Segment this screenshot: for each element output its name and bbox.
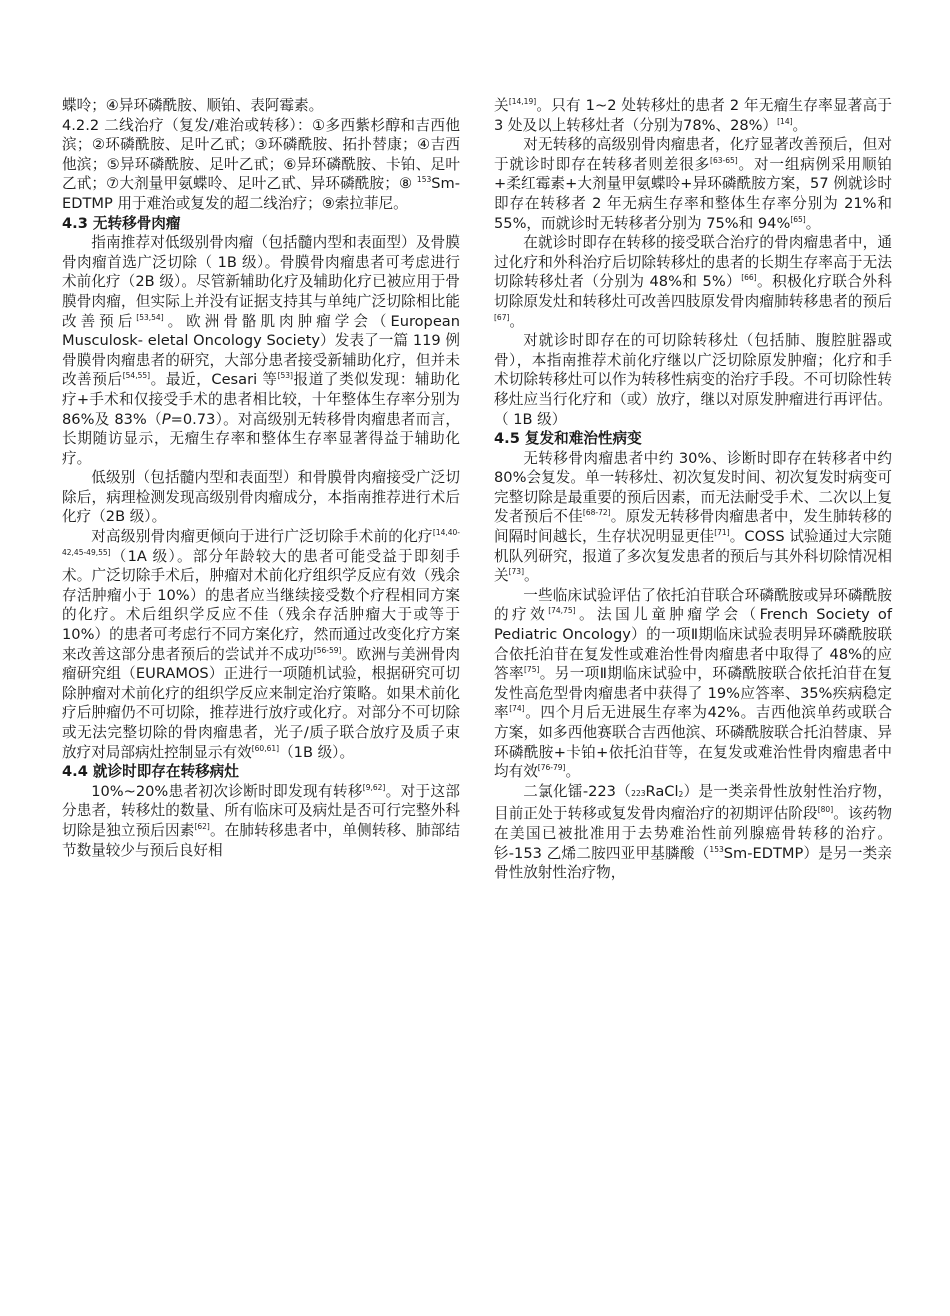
- citation: [76-79]: [537, 763, 566, 773]
- text: 在就诊时即存在转移的接受联合治疗的骨肉瘤患者中，通过化疗和外科治疗后切除转移灶的患者的长期生存率高于无法切除转移灶者（分别为 48%和 5%）: [494, 234, 892, 291]
- text: RaCl: [645, 782, 679, 800]
- citation: [14,40-42,45-49,55]: [62, 528, 460, 557]
- text: Sm-EDTMP 用于难治或复发的超二线治疗；⑨索拉菲尼。: [62, 175, 460, 212]
- p-value-symbol: P: [161, 410, 171, 428]
- paragraph-radium-223: [494, 782, 892, 883]
- paragraph-second-line-treatment: [62, 116, 460, 214]
- paragraph-metastasis-at-diagnosis: [62, 782, 460, 860]
- text: 10%~20%患者初次诊断时即发现有转移: [91, 782, 363, 800]
- text: 。该药物在美国已被批准用于去势难治性前列腺癌骨转移的治疗。钐-153 乙烯二胺四亚甲基膦酸（: [494, 805, 892, 862]
- subscript: 2: [678, 789, 684, 799]
- text: 。只有 1~2 处转移灶的患者 2 年无瘤生存率显著高于 3 处及以上转移灶者（分别为78%、28%）: [494, 97, 892, 134]
- paragraph-postop-chemo: 低级别（包括髓内型和表面型）和骨膜骨肉瘤接受广泛切除后，病理检测发现高级别骨肉瘤成分，本指南推荐进行术后化疗（2B 级）。: [62, 469, 460, 526]
- text: 对高级别骨肉瘤更倾向于进行广泛切除手术前的化疗: [91, 528, 433, 546]
- citation: [68-72]: [582, 508, 611, 518]
- text: 。: [565, 763, 581, 781]
- paragraph-first-line-regimen: 蝶呤；④异环磷酰胺、顺铂、表阿霉素。: [62, 97, 324, 114]
- paragraph-combined-therapy: [494, 233, 892, 331]
- text: 。欧洲骨骼肌肉肿瘤学会（European Musculosk- eletal Oncology Society）发表了一篇 119 例骨膜骨肉瘤患者的研究，大部分患者接受新辅助化疗，但并未改善预后: [62, 312, 460, 389]
- left-column: [62, 96, 460, 860]
- text: 。: [509, 312, 525, 330]
- text: 。对于这部分患者，转移灶的数量、所有临床可及病灶是否可行完整外科切除是独立预后因素: [62, 782, 460, 839]
- citation: [66]: [741, 273, 757, 283]
- citation: [14,19]: [508, 97, 537, 106]
- text: 。法国儿童肿瘤学会（French Society of Pediatric Oncology）的一项Ⅱ期临床试验表明异环磷酰胺联合依托泊苷在复发性或难治性骨肉瘤患者中取得了 48%的应答率: [494, 606, 892, 683]
- citation: [74]: [509, 704, 525, 714]
- text: 。四个月后无进展生存率为42%。吉西他滨单药或联合方案，如多西他赛联合吉西他滨、环磷酰胺联合托泊替康、异环磷酰胺+卡铂+依托泊苷等，在复发或难治性骨肉瘤患者中均有效: [494, 704, 892, 781]
- citation: [54,55]: [122, 371, 151, 381]
- text: =0.73）。对高级别无转移骨肉瘤患者而言，长期随访显示，无瘤生存率和整体生存率显著得益于辅助化疗。: [62, 410, 460, 467]
- paragraph-resectable-metastasis: 对就诊时即存在的可切除转移灶（包括肺、腹腔脏器或骨），本指南推荐术前化疗继以广泛切除原发肿瘤；化疗和手术切除转移灶可以作为转移性病变的治疗手段。不可切除性转移灶应当行化疗和（或）放疗，继以对原发肿瘤进行再评估。（ 1B 级）: [494, 332, 892, 428]
- citation: [71]: [714, 528, 730, 538]
- citation: [53,54]: [136, 312, 164, 322]
- paragraph-recurrence: [494, 449, 892, 586]
- text: 一些临床试验评估了依托泊苷联合环磷酰胺或异环磷酰胺的疗效: [494, 586, 892, 624]
- text: 。COSS 试验通过大宗随机队列研究，报道了多次复发患者的预后与其外科切除情况相关: [494, 528, 892, 585]
- citation: [56-59]: [313, 645, 342, 655]
- text: 。另一项Ⅱ期临床试验中，环磷酰胺联合依托泊苷在复发性高危型骨肉瘤患者中获得了 19%应答率、35%疾病稳定率: [494, 665, 892, 722]
- citation: [65]: [790, 214, 806, 224]
- text: 。积极化疗联合外科切除原发灶和转移灶可改善四肢原发骨肉瘤肺转移患者的预后: [494, 273, 892, 310]
- text: （1B 级）。: [279, 743, 355, 761]
- citation: [73]: [508, 567, 525, 577]
- text: 。: [792, 116, 808, 134]
- text: ）是一类亲骨性放射性治疗物，目前正处于转移或复发骨肉瘤治疗的初期评估阶段: [494, 782, 892, 823]
- paragraph-clinical-trials: [494, 586, 892, 782]
- paragraph-low-grade: [62, 233, 460, 468]
- text: 二氯化镭-223（: [523, 782, 632, 800]
- text: 。最近，Cesari 等: [150, 371, 278, 389]
- superscript: 153: [709, 844, 724, 854]
- text: 关: [494, 97, 509, 114]
- text: 无转移骨肉瘤患者中约 30%、诊断时即存在转移者中约 80%会复发。单一转移灶、初次复发时间、初次复发时病变可完整切除是最重要的预后因素，而无法耐受手术、二次以上复发者预后不佳: [494, 449, 892, 526]
- citation: [14]: [777, 116, 793, 126]
- section-heading-4-3: 4.3 无转移骨肉瘤: [62, 214, 181, 232]
- right-column: [494, 96, 892, 883]
- text: 。欧洲与美洲骨肉瘤研究组（EURAMOS）正进行一项随机试验，根据研究可切除肿瘤对术前化疗的组织学反应来制定治疗策略。如果术前化疗后肿瘤仍不可切除，推荐进行放疗或化疗。对部分不可切除或无法完整切除的骨肉瘤患者，光子/质子联合放疗及质子束放疗对局部病灶控制显示有效: [62, 645, 460, 761]
- text: 。: [805, 214, 821, 232]
- citation: [53]: [277, 371, 293, 381]
- paragraph-chemo-outcomes: [494, 135, 892, 233]
- text: 。在肺转移患者中，单侧转移、肺部结节数量较少与预后良好相: [62, 821, 460, 859]
- superscript: 153: [416, 175, 432, 185]
- citation: [60,61]: [251, 743, 280, 753]
- citation: [75]: [524, 665, 540, 675]
- citation: [63-65]: [710, 155, 738, 165]
- text: 报道了类似发现：辅助化疗+手术和仅接受手术的患者相比较，十年整体生存率分别为 86%及 83%（: [62, 371, 460, 428]
- citation: [62]: [194, 821, 210, 831]
- text: 。: [524, 567, 539, 585]
- paragraph-continuation: [494, 96, 892, 135]
- citation: [80]: [817, 805, 834, 815]
- section-heading-4-4: 4.4 就诊时即存在转移病灶: [62, 763, 239, 781]
- text: 指南推荐对低级别骨肉瘤（包括髓内型和表面型）及骨膜骨肉瘤首选广泛切除（ 1B 级）。骨膜骨肉瘤患者可考虑进行术前化疗（2B 级）。尽管新辅助化疗及辅助化疗已被应用于骨膜骨肉瘤，但实际上并没有证据支持其与单纯广泛切除相比能改善预后: [62, 234, 460, 330]
- section-heading-4-5: 4.5 复发和难治性病变: [494, 430, 642, 448]
- citation: [67]: [494, 312, 510, 322]
- text: 4.2.2 二线治疗（复发/难治或转移）：①多西紫杉醇和吉西他滨；②环磷酰胺、足叶乙甙；③环磷酰胺、拓扑替康；④吉西他滨；⑤异环磷酰胺、足叶乙甙；⑥异环磷酰胺、卡铂、足叶乙甙；⑦大剂量甲氨蝶呤、足叶乙甙、异环磷酰胺；⑧: [62, 116, 460, 193]
- text: 。对一组病例采用顺铂+柔红霉素+大剂量甲氨蝶呤+异环磷酰胺方案，57 例就诊时即存在转移者 2 年无病生存率和整体生存率分别为 21%和 55%，而就诊时无转移者分别为 75%和 94%: [494, 155, 892, 232]
- text: 对无转移的高级别骨肉瘤患者，化疗显著改善预后，但对于就诊时即存在转移者则差很多: [494, 136, 892, 173]
- text: Sm-EDTMP）是另一类亲骨性放射性治疗物，: [494, 844, 892, 882]
- text: 。原发无转移骨肉瘤患者中，发生肺转移的间隔时间越长，生存状况明显更佳: [494, 508, 892, 546]
- citation: [74,75]: [548, 606, 576, 616]
- isotope-prescript: 223: [631, 788, 646, 798]
- citation: [9,62]: [362, 782, 386, 792]
- text: （1A 级）。部分年龄较大的患者可能受益于即刻手术。广泛切除手术后，肿瘤对术前化疗组织学反应有效（残余存活肿瘤小于 10%）的患者应当继续接受数个疗程相同方案的化疗。术后组织学反应不佳（残余存活肿瘤大于或等于10%）的患者可考虑行不同方案化疗，然而通过改变化疗方案来改善这部分患者预后的尝试并不成功: [62, 547, 460, 663]
- paragraph-high-grade: [62, 527, 460, 762]
